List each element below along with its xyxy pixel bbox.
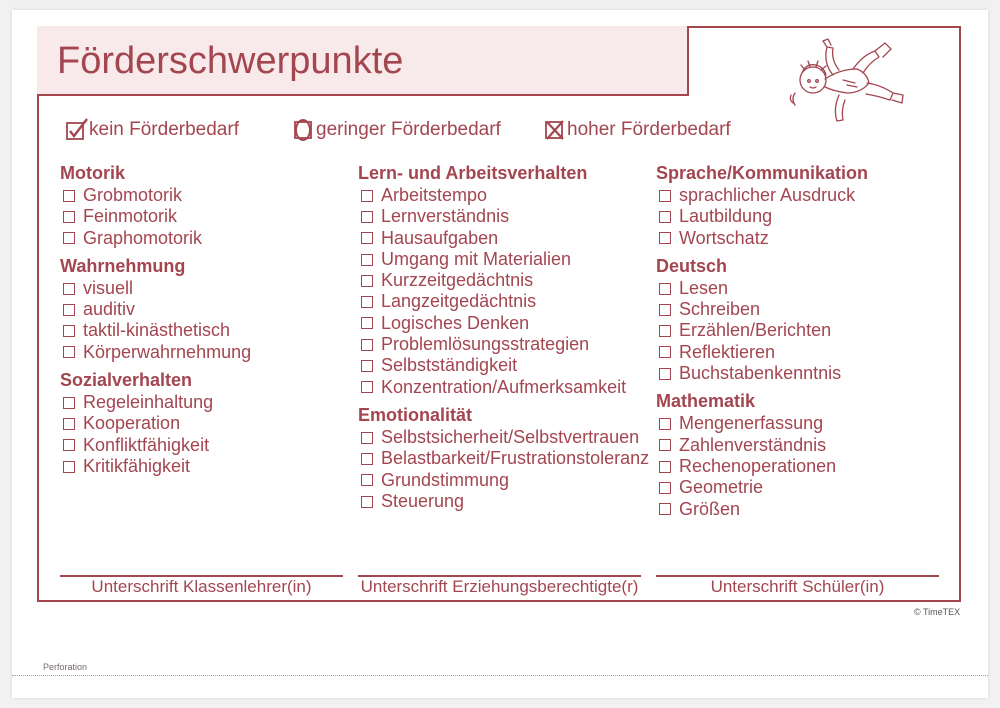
checklist-item-hausaufgaben: [358, 228, 648, 249]
section-heading: Sozialverhalten: [60, 370, 193, 391]
checklist-item-label: Grobmotorik: [83, 185, 183, 205]
checklist-item-körperwahrnehmung: [60, 342, 350, 363]
checklist-item-lesen: [656, 278, 946, 299]
checklist-item-wortschatz: [656, 228, 946, 249]
checklist-item-reflektieren: [656, 342, 946, 363]
checklist-item-label: Buchstabenkenntnis: [679, 363, 842, 384]
signature-label-guardian: Unterschrift Erziehungsberechtigte(r): [360, 577, 639, 596]
checkbox[interactable]: [63, 418, 75, 430]
checklist-item-label: visuell: [83, 277, 134, 298]
checkbox[interactable]: [361, 381, 373, 393]
checklist-item-label: Lesen: [679, 277, 729, 298]
checklist-item-label: Rechenoperationen: [679, 455, 837, 476]
section-mathematik: [656, 390, 946, 519]
checklist-item-taktil-kinästhetisch: [60, 320, 350, 341]
legend-low-label: geringer Förderbedarf: [316, 119, 501, 140]
legend-low: [292, 118, 501, 142]
checkbox[interactable]: [361, 474, 373, 486]
checklist-item-visuell: [60, 278, 350, 299]
checklist-item-label: Grundstimmung: [381, 469, 510, 490]
checklist-item-label: Graphomotorik: [83, 227, 203, 248]
checkbox[interactable]: [659, 503, 671, 515]
checklist-item-feinmotorik: [60, 206, 350, 227]
checkbox[interactable]: [361, 275, 373, 287]
checklist-item-label: Größen: [679, 498, 741, 519]
perforation-line: [12, 675, 988, 676]
checkbox[interactable]: [63, 461, 75, 473]
column-1: [60, 162, 350, 483]
checklist-item-label: Umgang mit Materialien: [381, 248, 572, 269]
checkbox[interactable]: [63, 346, 75, 358]
legend-high-label: hoher Förderbedarf: [567, 119, 731, 140]
section-heading: Wahrnehmung: [60, 255, 186, 276]
checklist-item-rechenoperationen: [656, 456, 946, 477]
copyright-text: © TimeTEX: [914, 607, 961, 617]
checklist-item-label: Selbstständigkeit: [381, 355, 518, 376]
checklist-item-label: Konzentration/Aufmerksamkeit: [381, 376, 627, 397]
checklist-item-umgang-mit-materialien: [358, 249, 648, 270]
checklist-item-kooperation: [60, 413, 350, 434]
checklist-item-mengenerfassung: [656, 413, 946, 434]
checklist-item-label: Lautbildung: [679, 206, 773, 227]
checkbox[interactable]: [659, 439, 671, 451]
column-3: [656, 162, 946, 526]
legend-none-label: kein Förderbedarf: [89, 119, 239, 140]
checklist-item-label: Kooperation: [83, 413, 181, 434]
perforation-label: Perforation: [43, 662, 88, 672]
checklist-item-label: Reflektieren: [679, 341, 776, 362]
checkbox[interactable]: [63, 283, 75, 295]
checklist-item-label: Mengenerfassung: [679, 413, 824, 434]
section-sozialverhalten: [60, 369, 350, 477]
checkbox[interactable]: [63, 397, 75, 409]
checkbox[interactable]: [659, 346, 671, 358]
checklist-item-label: Schreiben: [679, 299, 761, 320]
checklist-item-label: Steuerung: [381, 490, 465, 511]
legend-high: [543, 118, 731, 142]
column-2: [358, 162, 648, 518]
checklist-item-regeleinhaltung: [60, 392, 350, 413]
section-heading: Lern- und Arbeitsverhalten: [358, 163, 588, 183]
checklist-item-label: Hausaufgaben: [381, 227, 499, 248]
circle-box-icon: [292, 118, 316, 142]
checklist-item-zahlenverständnis: [656, 435, 946, 456]
checklist-item-label: Konfliktfähigkeit: [83, 434, 210, 455]
checklist-item-label: Geometrie: [679, 477, 764, 498]
checklist-item-label: taktil-kinästhetisch: [83, 320, 231, 341]
checkbox[interactable]: [659, 482, 671, 494]
checklist-item-label: Belastbarkeit/Frustrationstoleranz: [381, 448, 650, 469]
checkbox[interactable]: [361, 317, 373, 329]
checkbox[interactable]: [659, 211, 671, 223]
checklist-item-label: Selbstsicherheit/Selbstvertrauen: [381, 426, 640, 447]
section-motorik: [60, 162, 350, 249]
flying-child-illustration: [783, 35, 918, 130]
checkbox[interactable]: [361, 254, 373, 266]
checklist-item-problemlösungsstrategien: [358, 334, 648, 355]
checkbox[interactable]: [63, 232, 75, 244]
checkbox[interactable]: [63, 439, 75, 451]
checklist-item-kritikfähigkeit: [60, 456, 350, 477]
checklist-item-label: Kurzzeitgedächtnis: [381, 270, 534, 291]
checklist-item-label: sprachlicher Ausdruck: [679, 185, 856, 205]
checkbox[interactable]: [361, 296, 373, 308]
section-emotionalität: [358, 404, 648, 512]
checklist-item-belastbarkeit-frustrationstoleranz: [358, 448, 648, 469]
checklist-item-logisches-denken: [358, 313, 648, 334]
checklist-item-label: Langzeitgedächtnis: [381, 291, 537, 312]
checklist-item-label: Zahlenverständnis: [679, 434, 827, 455]
checkbox[interactable]: [659, 325, 671, 337]
checkbox[interactable]: [659, 368, 671, 380]
checklist-item-label: auditiv: [83, 299, 136, 320]
checkbox[interactable]: [659, 461, 671, 473]
signature-label-student: Unterschrift Schüler(in): [710, 577, 885, 596]
checklist-item-größen: [656, 499, 946, 520]
section-heading: Deutsch: [656, 255, 728, 276]
checkbox[interactable]: [63, 190, 75, 202]
checkbox[interactable]: [361, 360, 373, 372]
checklist-item-schreiben: [656, 299, 946, 320]
checklist-item-graphomotorik: [60, 228, 350, 249]
checklist-item-arbeitstempo: [358, 185, 648, 206]
checklist-item-label: Körperwahrnehmung: [83, 341, 252, 362]
checklist-item-label: Feinmotorik: [83, 206, 178, 227]
checkbox[interactable]: [659, 418, 671, 430]
checklist-item-geometrie: [656, 477, 946, 498]
checklist-item-erzählen-berichten: [656, 320, 946, 341]
checkmark-box-icon: [65, 118, 89, 142]
checklist-item-label: Erzählen/Berichten: [679, 320, 832, 341]
checklist-item-sprachlicher-ausdruck: [656, 185, 946, 206]
checkbox[interactable]: [63, 304, 75, 316]
section-heading: Emotionalität: [358, 404, 473, 425]
checkbox[interactable]: [361, 190, 373, 202]
checklist-item-label: Logisches Denken: [381, 312, 530, 333]
checklist-item-selbstständigkeit: [358, 355, 648, 376]
checklist-item-label: Problemlösungsstrategien: [381, 334, 590, 355]
checkbox[interactable]: [361, 453, 373, 465]
checklist-item-konfliktfähigkeit: [60, 435, 350, 456]
section-heading: Motorik: [60, 163, 125, 183]
checklist-item-grundstimmung: [358, 470, 648, 491]
checklist-item-lernverständnis: [358, 206, 648, 227]
checklist-item-kurzzeitgedächtnis: [358, 270, 648, 291]
checkbox[interactable]: [659, 304, 671, 316]
section-wahrnehmung: [60, 255, 350, 363]
checklist-item-buchstabenkenntnis: [656, 363, 946, 384]
checklist-item-konzentration-aufmerksamkeit: [358, 377, 648, 398]
checklist-item-steuerung: [358, 491, 648, 512]
checklist-item-label: Regeleinhaltung: [83, 392, 214, 413]
checkbox[interactable]: [659, 190, 671, 202]
checklist-item-label: Kritikfähigkeit: [83, 455, 191, 476]
checklist-item-grobmotorik: [60, 185, 350, 206]
section-deutsch: [656, 255, 946, 384]
section-heading: Mathematik: [656, 391, 756, 412]
section-heading: Sprache/Kommunikation: [656, 163, 869, 183]
checkbox[interactable]: [361, 432, 373, 444]
checkbox[interactable]: [63, 325, 75, 337]
checklist-item-selbstsicherheit-selbstvertrauen: [358, 427, 648, 448]
legend-none: [65, 118, 239, 142]
checklist-item-lautbildung: [656, 206, 946, 227]
section-lern-und-arbeitsverhalten: [358, 162, 648, 398]
checkbox[interactable]: [659, 283, 671, 295]
cross-box-icon: [543, 118, 567, 142]
checkbox[interactable]: [63, 211, 75, 223]
checklist-item-label: Lernverständnis: [381, 206, 510, 227]
checkbox[interactable]: [361, 496, 373, 508]
checklist-item-label: Wortschatz: [679, 227, 769, 248]
checkbox[interactable]: [361, 211, 373, 223]
signature-label-teacher: Unterschrift Klassenlehrer(in): [91, 577, 312, 596]
checkbox[interactable]: [659, 232, 671, 244]
page-title: Förderschwerpunkte: [57, 40, 404, 82]
checklist-item-label: Arbeitstempo: [381, 185, 488, 205]
checklist-item-langzeitgedächtnis: [358, 291, 648, 312]
checklist-item-auditiv: [60, 299, 350, 320]
checkbox[interactable]: [361, 339, 373, 351]
checkbox[interactable]: [361, 232, 373, 244]
section-sprache-kommunikation: [656, 162, 946, 249]
